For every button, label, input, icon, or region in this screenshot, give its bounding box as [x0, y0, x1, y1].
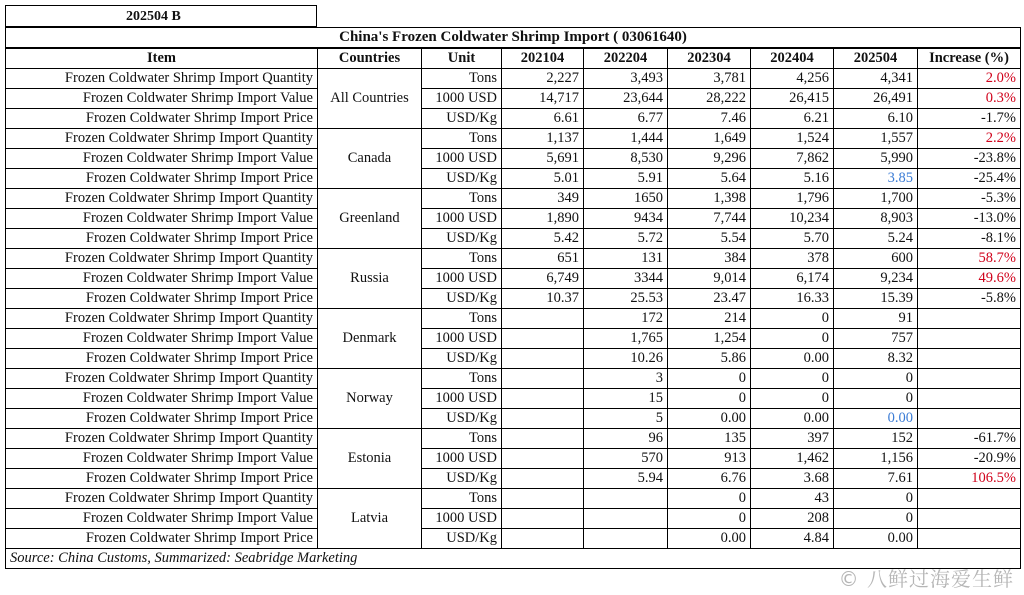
value-cell-2025: 1,156	[834, 449, 918, 469]
increase-cell: -1.7%	[918, 109, 1021, 129]
value-cell-2021	[502, 529, 584, 549]
item-cell: Frozen Coldwater Shrimp Import Quantity	[6, 489, 318, 509]
value-cell-2025: 91	[834, 309, 918, 329]
unit-cell: USD/Kg	[422, 409, 502, 429]
value-cell-2023: 9,296	[668, 149, 751, 169]
value-cell-2021: 349	[502, 189, 584, 209]
country-cell: Norway	[318, 369, 422, 429]
value-cell-2023: 0	[668, 389, 751, 409]
value-cell-2021: 6,749	[502, 269, 584, 289]
increase-cell	[918, 529, 1021, 549]
col-header-202504: 202504	[834, 48, 918, 69]
country-cell: Greenland	[318, 189, 422, 249]
value-cell-2025: 9,234	[834, 269, 918, 289]
table-row	[6, 109, 1021, 129]
value-cell-2022: 1,765	[584, 329, 668, 349]
unit-cell: 1000 USD	[422, 509, 502, 529]
value-cell-2022: 3344	[584, 269, 668, 289]
value-cell-2024: 43	[751, 489, 834, 509]
increase-cell: -5.8%	[918, 289, 1021, 309]
value-cell-2021	[502, 349, 584, 369]
shrimp-import-table	[5, 27, 1021, 569]
col-header-unit: Unit	[422, 48, 502, 69]
item-cell: Frozen Coldwater Shrimp Import Value	[6, 209, 318, 229]
country-cell: Denmark	[318, 309, 422, 369]
value-cell-2023: 384	[668, 249, 751, 269]
value-cell-2021: 14,717	[502, 89, 584, 109]
value-cell-2023: 9,014	[668, 269, 751, 289]
value-cell-2024: 5.70	[751, 229, 834, 249]
value-cell-2021: 6.61	[502, 109, 584, 129]
value-cell-2023: 1,398	[668, 189, 751, 209]
value-cell-2025: 0	[834, 369, 918, 389]
value-cell-2024: 0	[751, 309, 834, 329]
increase-cell: 0.3%	[918, 89, 1021, 109]
report-code: 202504 B	[5, 5, 317, 27]
unit-cell: 1000 USD	[422, 89, 502, 109]
value-cell-2024: 5.16	[751, 169, 834, 189]
item-cell: Frozen Coldwater Shrimp Import Quantity	[6, 129, 318, 149]
value-cell-2024: 6.21	[751, 109, 834, 129]
value-cell-2025: 0.00	[834, 529, 918, 549]
unit-cell: USD/Kg	[422, 229, 502, 249]
item-cell: Frozen Coldwater Shrimp Import Value	[6, 269, 318, 289]
country-cell: Canada	[318, 129, 422, 189]
value-cell-2021	[502, 389, 584, 409]
unit-cell: USD/Kg	[422, 169, 502, 189]
table-row	[6, 349, 1021, 369]
increase-cell	[918, 369, 1021, 389]
item-cell: Frozen Coldwater Shrimp Import Quantity	[6, 189, 318, 209]
value-cell-2022: 5.72	[584, 229, 668, 249]
value-cell-2021	[502, 469, 584, 489]
item-cell: Frozen Coldwater Shrimp Import Price	[6, 229, 318, 249]
table-row	[6, 509, 1021, 529]
value-cell-2023: 913	[668, 449, 751, 469]
value-cell-2025: 0	[834, 489, 918, 509]
value-cell-2025: 0.00	[834, 409, 918, 429]
increase-cell: 49.6%	[918, 269, 1021, 289]
item-cell: Frozen Coldwater Shrimp Import Price	[6, 289, 318, 309]
table-row	[6, 149, 1021, 169]
item-cell: Frozen Coldwater Shrimp Import Value	[6, 449, 318, 469]
unit-cell: Tons	[422, 69, 502, 89]
source-note: Source: China Customs, Summarized: Seabridge Marketing	[6, 549, 1021, 569]
increase-cell: 106.5%	[918, 469, 1021, 489]
value-cell-2024: 397	[751, 429, 834, 449]
value-cell-2022: 23,644	[584, 89, 668, 109]
value-cell-2024: 4,256	[751, 69, 834, 89]
unit-cell: USD/Kg	[422, 469, 502, 489]
increase-cell	[918, 509, 1021, 529]
country-cell: Latvia	[318, 489, 422, 549]
table-row	[6, 449, 1021, 469]
value-cell-2024: 0	[751, 389, 834, 409]
table-row	[6, 409, 1021, 429]
value-cell-2021: 5,691	[502, 149, 584, 169]
unit-cell: USD/Kg	[422, 529, 502, 549]
unit-cell: 1000 USD	[422, 389, 502, 409]
value-cell-2022: 1,444	[584, 129, 668, 149]
value-cell-2024: 1,462	[751, 449, 834, 469]
unit-cell: Tons	[422, 429, 502, 449]
increase-cell	[918, 329, 1021, 349]
value-cell-2025: 8.32	[834, 349, 918, 369]
title-row	[6, 28, 1021, 49]
unit-cell: USD/Kg	[422, 289, 502, 309]
value-cell-2023: 5.54	[668, 229, 751, 249]
increase-cell: -5.3%	[918, 189, 1021, 209]
value-cell-2024: 1,524	[751, 129, 834, 149]
column-header-row	[6, 48, 1021, 69]
col-header-202404: 202404	[751, 48, 834, 69]
table-row	[6, 229, 1021, 249]
watermark: © 八鲜过海爱生鲜	[838, 567, 1014, 591]
value-cell-2023: 135	[668, 429, 751, 449]
value-cell-2025: 5.24	[834, 229, 918, 249]
value-cell-2022: 3	[584, 369, 668, 389]
value-cell-2024: 0.00	[751, 349, 834, 369]
unit-cell: USD/Kg	[422, 349, 502, 369]
value-cell-2022	[584, 529, 668, 549]
value-cell-2024: 6,174	[751, 269, 834, 289]
item-cell: Frozen Coldwater Shrimp Import Value	[6, 509, 318, 529]
table-row	[6, 369, 1021, 389]
value-cell-2024: 3.68	[751, 469, 834, 489]
table-row	[6, 169, 1021, 189]
item-cell: Frozen Coldwater Shrimp Import Price	[6, 469, 318, 489]
item-cell: Frozen Coldwater Shrimp Import Quantity	[6, 429, 318, 449]
table-row	[6, 129, 1021, 149]
value-cell-2023: 5.64	[668, 169, 751, 189]
table-row	[6, 529, 1021, 549]
value-cell-2021: 5.01	[502, 169, 584, 189]
unit-cell: Tons	[422, 369, 502, 389]
increase-cell	[918, 409, 1021, 429]
item-cell: Frozen Coldwater Shrimp Import Price	[6, 409, 318, 429]
value-cell-2022: 570	[584, 449, 668, 469]
value-cell-2025: 0	[834, 389, 918, 409]
value-cell-2023: 0	[668, 369, 751, 389]
value-cell-2023: 5.86	[668, 349, 751, 369]
value-cell-2023: 7.46	[668, 109, 751, 129]
item-cell: Frozen Coldwater Shrimp Import Value	[6, 89, 318, 109]
country-cell: Estonia	[318, 429, 422, 489]
increase-cell: 58.7%	[918, 249, 1021, 269]
country-cell: All Countries	[318, 69, 422, 129]
table-row	[6, 189, 1021, 209]
value-cell-2024: 0	[751, 369, 834, 389]
increase-cell: 2.2%	[918, 129, 1021, 149]
table-row	[6, 389, 1021, 409]
value-cell-2024: 0	[751, 329, 834, 349]
value-cell-2025: 6.10	[834, 109, 918, 129]
value-cell-2022: 10.26	[584, 349, 668, 369]
unit-cell: USD/Kg	[422, 109, 502, 129]
value-cell-2021	[502, 309, 584, 329]
table-title: China's Frozen Coldwater Shrimp Import ( 03061640)	[6, 28, 1021, 49]
col-header-202304: 202304	[668, 48, 751, 69]
value-cell-2021	[502, 329, 584, 349]
value-cell-2024: 4.84	[751, 529, 834, 549]
value-cell-2022	[584, 489, 668, 509]
col-header-increase: Increase (%)	[918, 48, 1021, 69]
item-cell: Frozen Coldwater Shrimp Import Quantity	[6, 369, 318, 389]
increase-cell: -25.4%	[918, 169, 1021, 189]
value-cell-2023: 1,254	[668, 329, 751, 349]
value-cell-2022: 172	[584, 309, 668, 329]
value-cell-2021	[502, 429, 584, 449]
unit-cell: 1000 USD	[422, 149, 502, 169]
increase-cell	[918, 309, 1021, 329]
value-cell-2025: 7.61	[834, 469, 918, 489]
table-row	[6, 209, 1021, 229]
value-cell-2022: 5.91	[584, 169, 668, 189]
value-cell-2021: 2,227	[502, 69, 584, 89]
value-cell-2023: 3,781	[668, 69, 751, 89]
increase-cell: -20.9%	[918, 449, 1021, 469]
header-bar	[5, 5, 317, 27]
value-cell-2025: 600	[834, 249, 918, 269]
value-cell-2023: 28,222	[668, 89, 751, 109]
value-cell-2024: 0.00	[751, 409, 834, 429]
unit-cell: Tons	[422, 489, 502, 509]
value-cell-2024: 26,415	[751, 89, 834, 109]
table-body	[6, 69, 1021, 549]
value-cell-2021	[502, 509, 584, 529]
value-cell-2021: 10.37	[502, 289, 584, 309]
value-cell-2023: 7,744	[668, 209, 751, 229]
table-row	[6, 329, 1021, 349]
increase-cell: -61.7%	[918, 429, 1021, 449]
item-cell: Frozen Coldwater Shrimp Import Value	[6, 389, 318, 409]
table-row	[6, 429, 1021, 449]
table-row	[6, 309, 1021, 329]
unit-cell: 1000 USD	[422, 209, 502, 229]
increase-cell	[918, 349, 1021, 369]
value-cell-2021	[502, 489, 584, 509]
value-cell-2021: 651	[502, 249, 584, 269]
unit-cell: Tons	[422, 309, 502, 329]
value-cell-2024: 16.33	[751, 289, 834, 309]
value-cell-2025: 757	[834, 329, 918, 349]
table-row	[6, 249, 1021, 269]
value-cell-2024: 7,862	[751, 149, 834, 169]
value-cell-2025: 3.85	[834, 169, 918, 189]
item-cell: Frozen Coldwater Shrimp Import Quantity	[6, 249, 318, 269]
value-cell-2023: 6.76	[668, 469, 751, 489]
item-cell: Frozen Coldwater Shrimp Import Price	[6, 109, 318, 129]
value-cell-2022: 6.77	[584, 109, 668, 129]
value-cell-2024: 378	[751, 249, 834, 269]
unit-cell: 1000 USD	[422, 269, 502, 289]
item-cell: Frozen Coldwater Shrimp Import Price	[6, 349, 318, 369]
value-cell-2023: 23.47	[668, 289, 751, 309]
increase-cell: -23.8%	[918, 149, 1021, 169]
value-cell-2025: 8,903	[834, 209, 918, 229]
increase-cell	[918, 489, 1021, 509]
value-cell-2021: 1,890	[502, 209, 584, 229]
item-cell: Frozen Coldwater Shrimp Import Value	[6, 149, 318, 169]
value-cell-2025: 26,491	[834, 89, 918, 109]
value-cell-2025: 15.39	[834, 289, 918, 309]
value-cell-2022: 131	[584, 249, 668, 269]
item-cell: Frozen Coldwater Shrimp Import Quantity	[6, 309, 318, 329]
value-cell-2021	[502, 409, 584, 429]
value-cell-2022: 3,493	[584, 69, 668, 89]
table-row	[6, 289, 1021, 309]
unit-cell: 1000 USD	[422, 449, 502, 469]
item-cell: Frozen Coldwater Shrimp Import Price	[6, 529, 318, 549]
value-cell-2022: 96	[584, 429, 668, 449]
value-cell-2023: 1,649	[668, 129, 751, 149]
value-cell-2021	[502, 369, 584, 389]
value-cell-2022: 25.53	[584, 289, 668, 309]
value-cell-2021	[502, 449, 584, 469]
country-cell: Russia	[318, 249, 422, 309]
value-cell-2022: 5	[584, 409, 668, 429]
col-header-202204: 202204	[584, 48, 668, 69]
value-cell-2022: 1650	[584, 189, 668, 209]
item-cell: Frozen Coldwater Shrimp Import Quantity	[6, 69, 318, 89]
value-cell-2022: 15	[584, 389, 668, 409]
increase-cell: -8.1%	[918, 229, 1021, 249]
unit-cell: Tons	[422, 249, 502, 269]
value-cell-2023: 0	[668, 509, 751, 529]
value-cell-2022: 9434	[584, 209, 668, 229]
value-cell-2025: 5,990	[834, 149, 918, 169]
value-cell-2025: 4,341	[834, 69, 918, 89]
value-cell-2021: 1,137	[502, 129, 584, 149]
value-cell-2023: 214	[668, 309, 751, 329]
table-row	[6, 89, 1021, 109]
value-cell-2021: 5.42	[502, 229, 584, 249]
value-cell-2024: 1,796	[751, 189, 834, 209]
value-cell-2025: 0	[834, 509, 918, 529]
col-header-item: Item	[6, 48, 318, 69]
col-header-countries: Countries	[318, 48, 422, 69]
increase-cell: -13.0%	[918, 209, 1021, 229]
value-cell-2025: 152	[834, 429, 918, 449]
item-cell: Frozen Coldwater Shrimp Import Price	[6, 169, 318, 189]
unit-cell: Tons	[422, 129, 502, 149]
item-cell: Frozen Coldwater Shrimp Import Value	[6, 329, 318, 349]
value-cell-2024: 208	[751, 509, 834, 529]
unit-cell: 1000 USD	[422, 329, 502, 349]
table-row	[6, 69, 1021, 89]
value-cell-2025: 1,557	[834, 129, 918, 149]
value-cell-2025: 1,700	[834, 189, 918, 209]
increase-cell: 2.0%	[918, 69, 1021, 89]
value-cell-2024: 10,234	[751, 209, 834, 229]
value-cell-2022	[584, 509, 668, 529]
unit-cell: Tons	[422, 189, 502, 209]
value-cell-2023: 0.00	[668, 409, 751, 429]
value-cell-2022: 8,530	[584, 149, 668, 169]
increase-cell	[918, 389, 1021, 409]
table-row	[6, 269, 1021, 289]
value-cell-2023: 0	[668, 489, 751, 509]
value-cell-2022: 5.94	[584, 469, 668, 489]
table-row	[6, 469, 1021, 489]
col-header-202104: 202104	[502, 48, 584, 69]
value-cell-2023: 0.00	[668, 529, 751, 549]
table-row	[6, 489, 1021, 509]
